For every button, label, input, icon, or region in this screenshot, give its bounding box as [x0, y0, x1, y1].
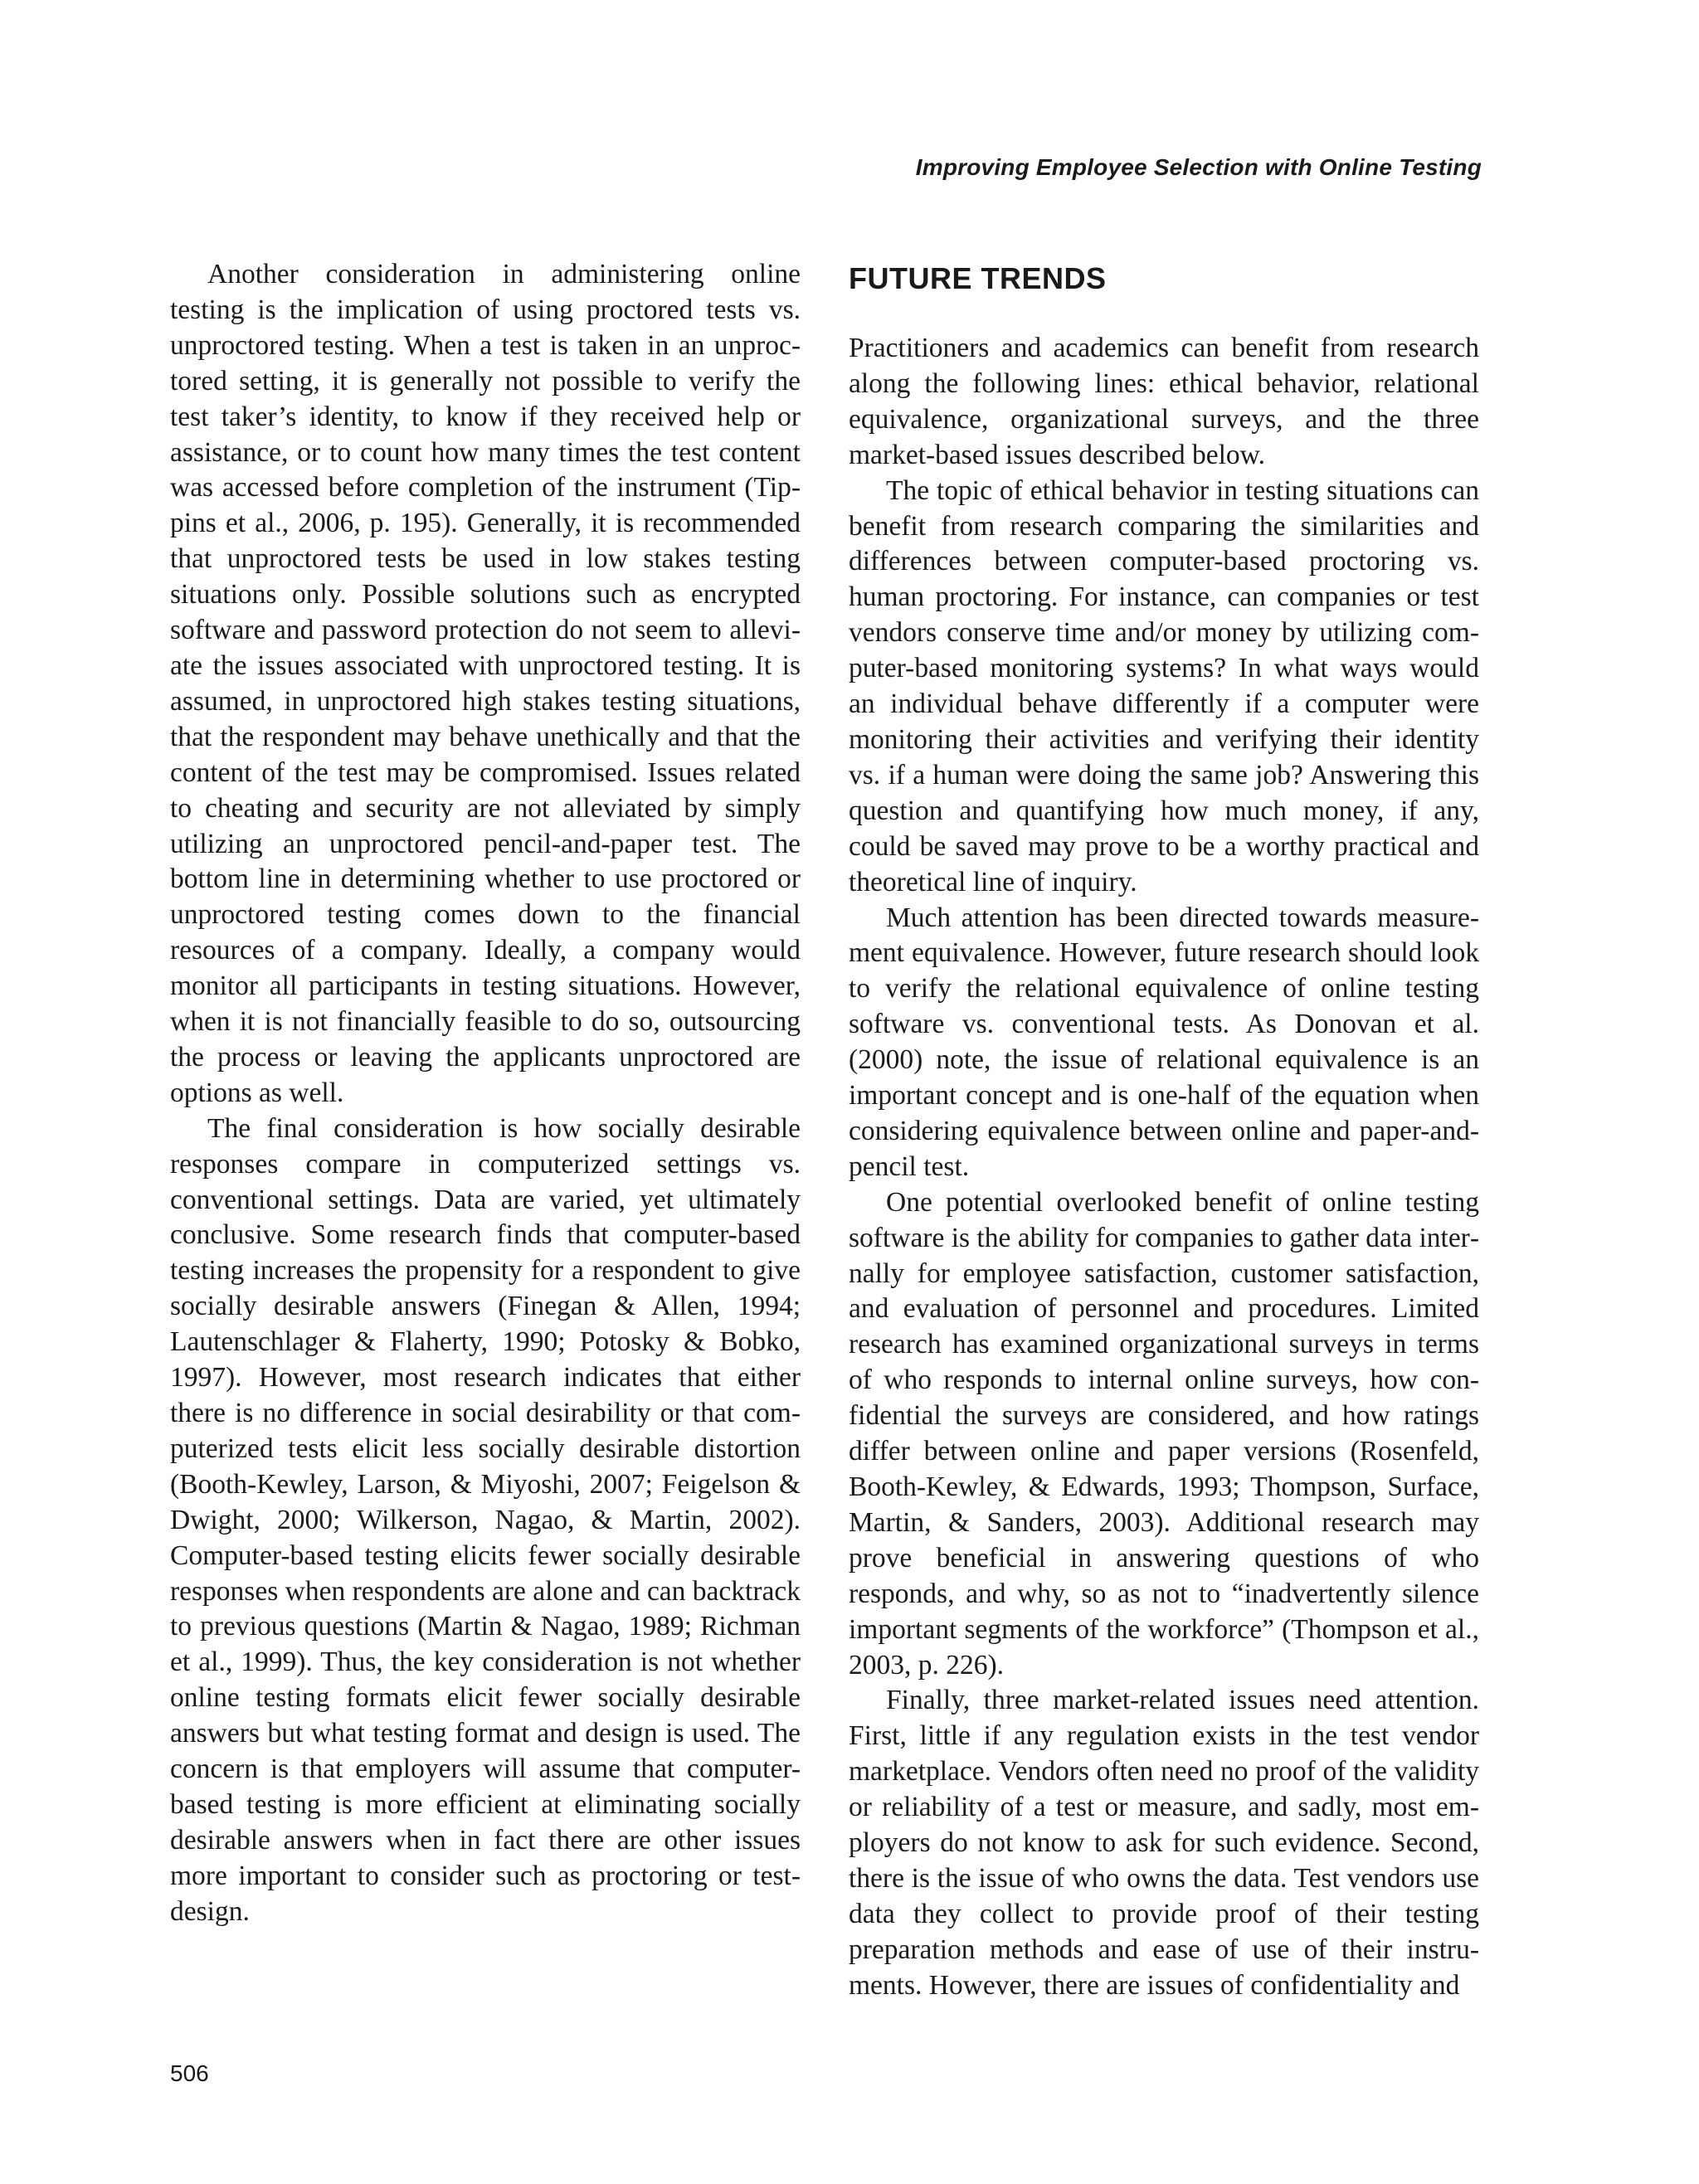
body-paragraph: Another consideration in administering online testing is the implication of using proctored tests vs. unproctored testing. When a test is taken in an unproctored setting, it is generally not possible to verify the test taker’s identity, to know if they received help or assistance, or to count how many times the test content was accessed before completion of the instrument (Tippins et al., 2006, p. 195). Generally, it is recommended that unproctored tests be used in low stakes testing situations only. Possible solutions such as encrypted software and password protection do not seem to alleviate the issues associated with unproctored testing. It is assumed, in unproctored high stakes testing situations, that the respondent may behave unethically and that the content of the test may be compromised. Issues related to cheating and security are not alleviated by simply utilizing an unproctored pencil-and-paper test. The bottom line in determining whether to use proctored or unproctored testing comes down to the financial resources of a company. Ideally, a company would monitor all participants in testing situations. However, when it is not financially feasible to do so, outsourcing the process or leaving the applicants unproctored are options as well. [170, 259, 801, 1108]
body-paragraph: Finally, three market-related issues need attention. First, little if any regulation exists in the test vendor marketplace. Vendors often need no proof of the validity or reliability of a test or measure, and sadly, most employers do not know to ask for such evidence. Second, there is the issue of who owns the data. Test vendors use data they collect to provide proof of their testing preparation methods and ease of use of their instruments. However, there are issues of confidentiality and [849, 1685, 1479, 2001]
body-paragraph: The topic of ethical behavior in testing situations can benefit from research comparing the similarities and differences between computer-based proctoring vs. human proctoring. For instance, can companies or test vendors conserve time and/or money by utilizing computer-based monitoring systems? In what ways would an individual behave differently if a computer were monitoring their activities and verifying their identity vs. if a human were doing the same job? Answering this question and quantifying how much money, if any, could be saved may prove to be a worthy practical and theoretical line of inquiry. [849, 474, 1479, 897]
page-number: 506 [170, 2060, 209, 2086]
running-head-title: Improving Employee Selection with Online Testing [915, 154, 1482, 180]
body-paragraph: The final consideration is how socially desirable responses compare in computerized settings vs. conventional settings. Data are varied, yet ultimately conclusive. Some research finds that computer-based testing increases the propensity for a respondent to give socially desirable answers (Finegan & Allen, 1994; Lautenschlager & Flaherty, 1990; Potosky & Bobko, 1997). However, most research indicates that either there is no difference in social desirability or that computerized tests elicit less socially desirable distortion (Booth-Kewley, Larson, & Miyoshi, 2007; Feigelson & Dwight, 2000; Wilkerson, Nagao, & Martin, 2002). Computer-based testing elicits fewer socially desirable responses when respondents are alone and can backtrack to previous questions (Martin & Nagao, 1989; Richman et al., 1999). Thus, the key consideration is not whether online testing formats elicit fewer socially desirable answers but what testing format and design is used. The concern is that employers will assume that computer-based testing is more efficient at eliminating socially desirable answers when in fact there are other issues more important to consider such as proctoring or test-design. [170, 1112, 801, 1927]
body-paragraph: One potential overlooked benefit of online testing software is the ability for companies to gather data internally for employee satisfaction, customer satisfaction, and evaluation of personnel and procedures. Limited research has examined organizational surveys in terms of who responds to internal online surveys, how confidential the surveys are considered, and how ratings differ between online and paper versions (Rosenfeld, Booth-Kewley, & Edwards, 1993; Thompson, Surface, Martin, & Sanders, 2003). Additional research may prove beneficial in answering questions of who responds, and why, so as not to “inadvertently silence important segments of the workforce” (Thompson et al., 2003, p. 226). [849, 1186, 1479, 1681]
right-column [849, 257, 1479, 2004]
body-paragraph: Much attention has been directed towards measurement equivalence. However, future research should look to verify the relational equivalence of online testing software vs. conventional tests. As Donovan et al. (2000) note, the issue of relational equivalence is an important concept and is one-half of the equation when considering equivalence between online and paper-and-pencil test. [849, 902, 1479, 1182]
left-column [170, 257, 801, 1930]
section-heading-future-trends: FUTURE TRENDS [849, 261, 1107, 295]
body-paragraph: Practitioners and academics can benefit from research along the following lines: ethical behavior, relational equivalence, organizational surveys, and the three market-based issues described below. [849, 333, 1479, 470]
